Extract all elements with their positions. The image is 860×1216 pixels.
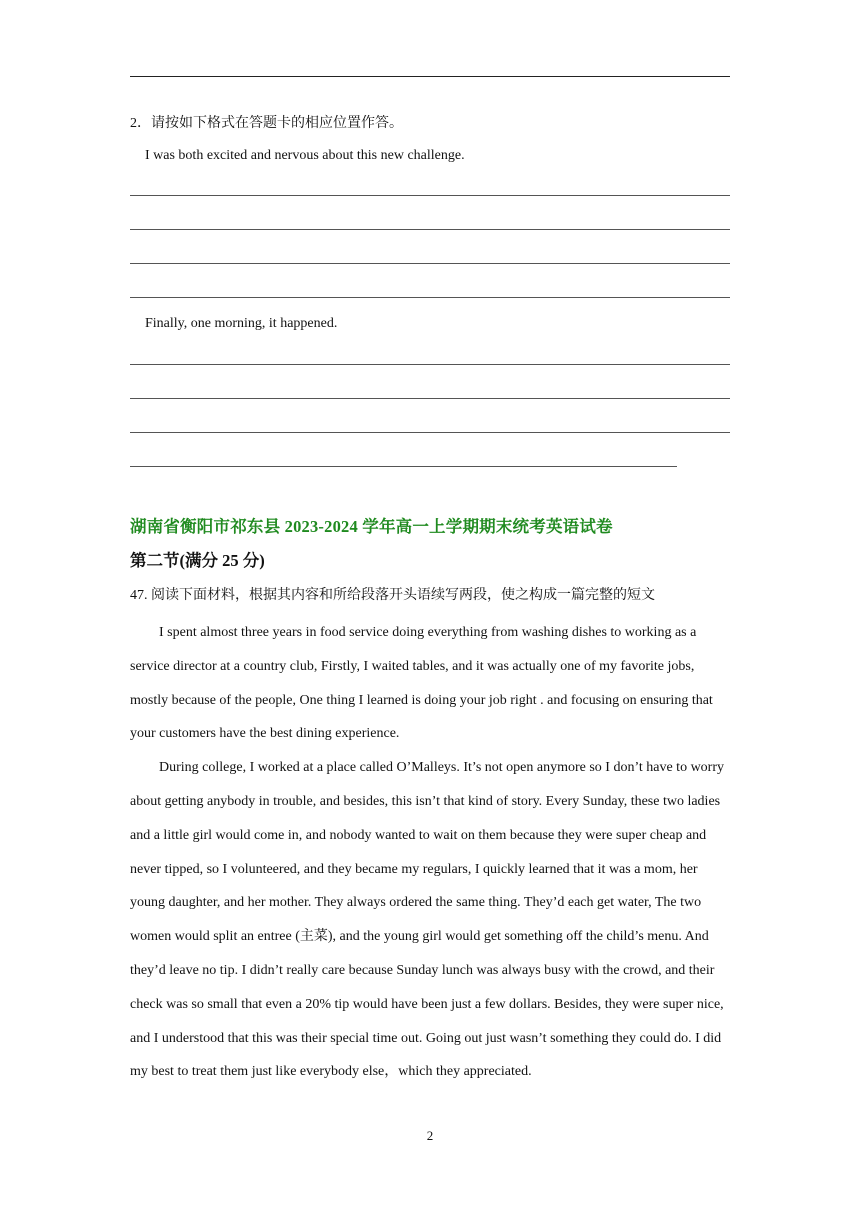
passage-paragraph: I spent almost three years in food service doing everything from washing dishes to working as a service director at a country club, Firstly, I waited tables, and it was actually one of my favorite jobs, mostly because of the people, One thing I learned is doing your job right . and focusing on ensuring that your customers have the best dining experience. [130,625,713,742]
writing-line [130,263,730,264]
paragraph-one-prompt: I was both excited and nervous about this new challenge. [145,148,465,163]
writing-line [130,195,730,196]
section-title: 第二节(满分 25 分) [130,551,265,570]
source-title: 湖南省衡阳市祁东县 2023-2024 学年高一上学期期末统考英语试卷 [130,517,613,536]
question-47-instruction [130,584,655,604]
paragraph-two-prompt: Finally, one morning, it happened. [145,316,338,331]
writing-line [130,229,730,230]
writing-line [130,364,730,365]
answer-format-instruction: 2．请按如下格式在答题卡的相应位置作答。 [130,116,403,131]
passage [130,616,732,1089]
writing-line [130,398,730,399]
page-number: 2 [426,1128,434,1143]
writing-line [130,466,677,467]
writing-line [130,297,730,298]
top-divider [130,76,730,77]
writing-line [130,432,730,433]
question-number: 47. [130,588,148,603]
question-instruction-text: 阅读下面材料，根据其内容和所给段落开头语续写两段，使之构成一篇完整的短文 [151,588,655,603]
passage-paragraph: During college, I worked at a place called O’Malleys. It’s not open anymore so I don’t have to worry about getting anybody in trouble, and besides, this isn’t that kind of story. Every Sunday, these two ladies and a little girl would come in, and nobody wanted to wait on them because they were super cheap and never tipped, so I volunteered, and they became my regulars, I quickly learned that it was a mom, her young daughter, and her mother. They always ordered the same thing. They’d each get water, The two women would split an entree (主菜), and the young girl would get something off the child’s menu. And they’d leave no tip. I didn’t really care because Sunday lunch was always busy with the crowd, and their check was so small that even a 20% tip would have been just a few dollars. Besides, they were super nice, and I understood that this was their special time out. Going out just wasn’t something they could do. I did my best to treat them just like everybody else，which they appreciated. [130,760,725,1080]
